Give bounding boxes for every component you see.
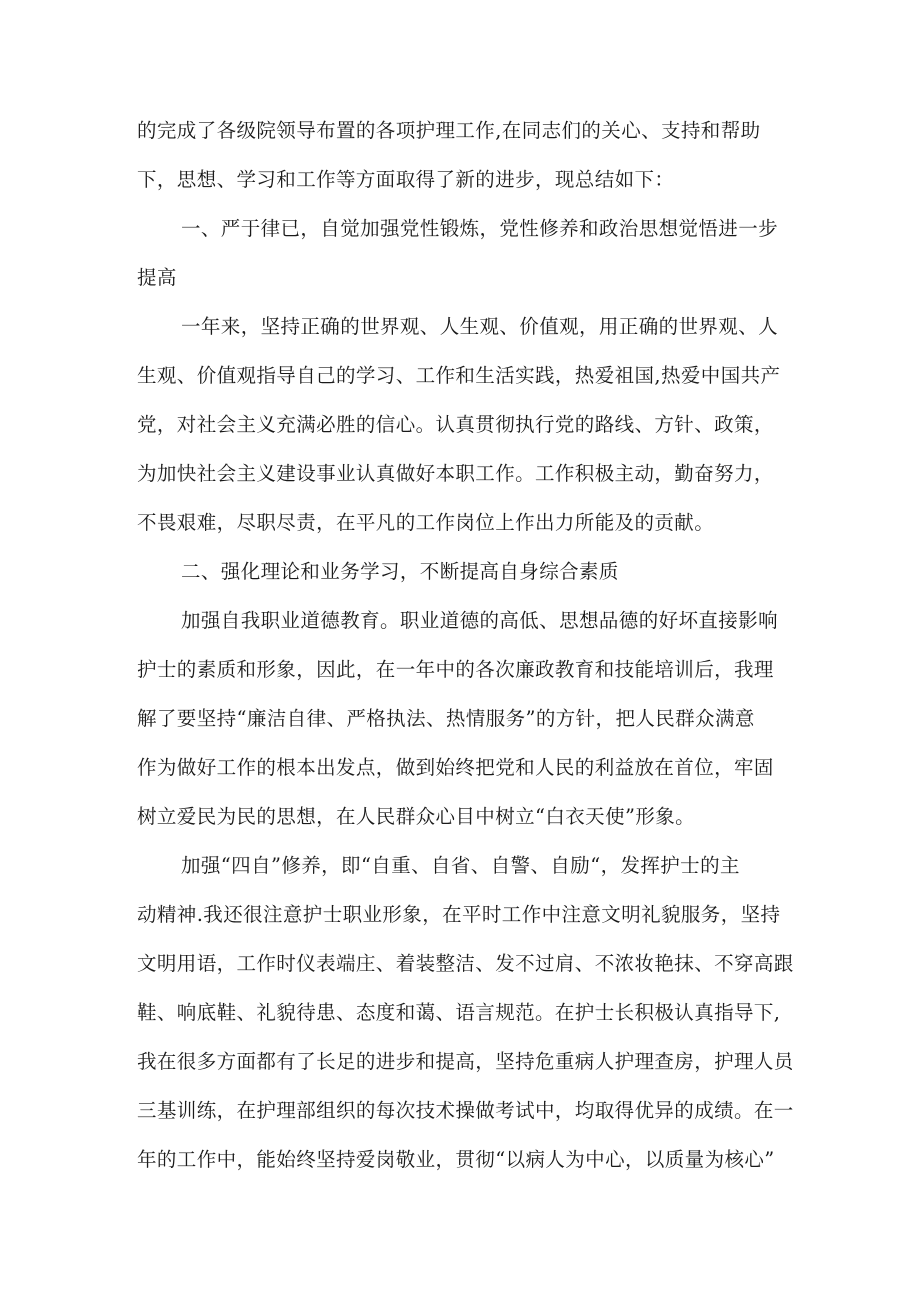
section-heading-1-cont: 提高 (137, 266, 177, 289)
text-line: 我在很多方面都有了长足的进步和提高，坚持危重病人护理查房，护理人员 (137, 1050, 794, 1073)
text-line: 文明用语，工作时仪表端庄、着装整洁、发不过肩、不浓妆艳抹、不穿高跟 (137, 952, 794, 975)
text-line: 年的工作中，能始终坚持爱岗敬业，贯彻“以病人为中心，以质量为核心” (137, 1148, 775, 1171)
text-line: 动精神.我还很注意护士职业形象，在平时工作中注意文明礼貌服务，坚持 (137, 903, 781, 926)
text-line: 加强自我职业道德教育。职业道德的高低、思想品德的好坏直接影响 (181, 609, 779, 632)
text-line: 下，思想、学习和工作等方面取得了新的进步，现总结如下： (137, 168, 675, 191)
text-line: 为加快社会主义建设事业认真做好本职工作。工作积极主动，勤奋努力， (137, 462, 774, 485)
text-line: 的完成了各级院领导布置的各项护理工作,在同志们的关心、支持和帮助 (137, 119, 761, 142)
section-heading-1: 一、严于律已，自觉加强党性锻炼，党性修养和政治思想觉悟进一步 (181, 217, 779, 240)
text-line: 不畏艰难，尽职尽责，在平凡的工作岗位上作出力所能及的贡献。 (137, 511, 715, 534)
text-line: 生观、价值观指导自己的学习、工作和生活实践，热爱祖国,热爱中国共产 (137, 364, 781, 387)
text-line: 鞋、响底鞋、礼貌待患、态度和蔼、语言规范。在护士长积极认真指导下, (137, 1001, 781, 1024)
text-line: 一年来，坚持正确的世界观、人生观、价值观，用正确的世界观、人 (181, 315, 779, 338)
text-line: 三基训练，在护理部组织的每次技术操做考试中，均取得优异的成绩。在一 (137, 1099, 794, 1122)
text-line: 树立爱民为民的思想，在人民群众心目中树立“白衣天使”形象。 (137, 805, 696, 828)
text-line: 党，对社会主义充满必胜的信心。认真贯彻执行党的路线、方针、政策， (137, 413, 774, 436)
section-heading-2: 二、强化理论和业务学习，不断提高自身综合素质 (181, 560, 619, 583)
text-line: 加强“四自”修养，即“自重、自省、自警、自励“，发挥护士的主 (181, 854, 740, 877)
text-line: 解了要坚持“廉洁自律、严格执法、热情服务”的方针，把人民群众满意 (137, 707, 755, 730)
text-line: 护士的素质和形象，因此，在一年中的各次廉政教育和技能培训后，我理 (137, 658, 774, 681)
text-line: 作为做好工作的根本出发点，做到始终把党和人民的利益放在首位，牢固 (137, 756, 774, 779)
